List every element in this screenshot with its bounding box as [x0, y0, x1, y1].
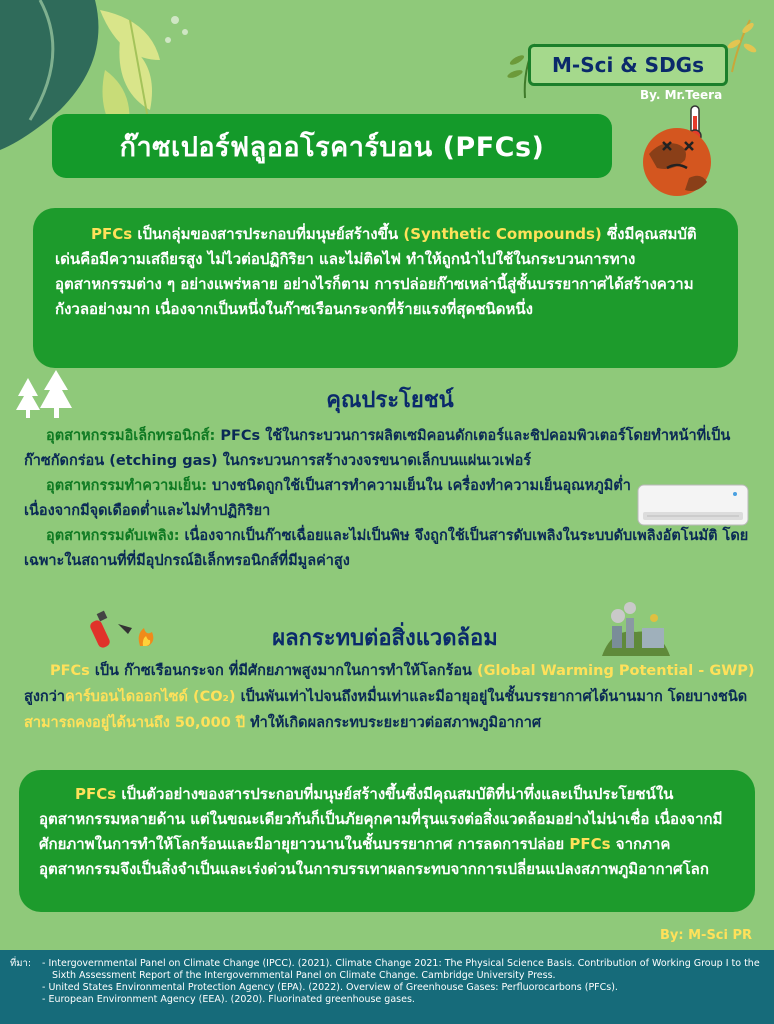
benefit-item-firefighting — [24, 524, 754, 574]
intro-box — [33, 208, 738, 368]
impact-lead: PFCs — [50, 663, 90, 679]
title-banner — [52, 114, 612, 178]
intro-paragraph — [55, 222, 716, 322]
benefit-item-electronics — [24, 424, 754, 474]
sprig-icon — [722, 14, 762, 74]
conclusion-box — [19, 770, 755, 912]
intro-text-2: ซึ่งมีคุณสมบัติเด่นคือมีความเสถียรสูง ไม่ไวต่อปฏิกิริยา และไม่ติดไฟ ทำให้ถูกนำไปใช้ในกระบวนการทางอุตสาหกรรมต่าง ๆ อย่างแพร่หลาย อย่างไรก็ตาม การปล่อยก๊าซเหล่านี้สู่ชั้นบรรยากาศได้สร้างความกังวลอย่างมาก เนื่องจากเป็นหนึ่งในก๊าซเรือนกระจกที่ร้ายแรงที่สุดชนิดหนึ่ง — [55, 225, 697, 318]
conclusion-lead: PFCs — [75, 785, 117, 803]
intro-lead: PFCs — [91, 225, 133, 243]
benefits-heading: คุณประโยชน์ — [326, 388, 454, 413]
benefit-head: อุตสาหกรรมดับเพลิง: — [46, 528, 180, 544]
fire-extinguisher-icon — [88, 606, 158, 650]
conclusion-lead-2: PFCs — [569, 835, 611, 853]
conclusion-text-2: จากภาคอุตสาหกรรมจึงเป็นสิ่งจำเป็นและเร่งด่วนในการบรรเทาผลกระทบจากการเปลี่ยนแปลงสภาพภูมิอากาศโลก — [39, 835, 709, 878]
conclusion-text-1: เป็นตัวอย่างของสารประกอบที่มนุษย์สร้างขึ้นซึ่งมีคุณสมบัติที่น่าทึ่งและเป็นประโยชน์ในอุตสาหกรรมหลายด้าน แต่ในขณะเดียวกันก็เป็นภัยคุกคามที่รุนแรงต่อสิ่งแวดล้อมอย่างไม่น่าเชื่อ เนื่องจากมีศักยภาพในการทำให้โลกร้อนและมีอายุยาวนานในชั้นบรรยากาศ การลดการปล่อย — [39, 785, 723, 853]
reference-item: - European Environment Agency (EEA). (2020). Fluorinated greenhouse gases. — [42, 994, 415, 1005]
benefit-head: อุตสาหกรรมอิเล็กทรอนิกส์: — [46, 428, 216, 444]
impact-co2: คาร์บอนไดออกไซด์ (CO₂) — [65, 689, 236, 705]
trees-icon — [16, 370, 76, 420]
reference-item: - Intergovernmental Panel on Climate Change (IPCC). (2021). Climate Change 2021: The Physical Science Basis. Contribution of Working Group I to the Sixth Assessment Report of the Intergovernmental Panel on Climate Change. Cambridge University Press. — [42, 958, 760, 981]
credit-label: By: M-Sci PR — [660, 928, 753, 943]
melting-globe-icon — [633, 102, 723, 202]
impact-heading: ผลกระทบต่อสิ่งแวดล้อม — [272, 626, 498, 651]
impact-gwp: (Global Warming Potential - GWP) — [477, 663, 755, 679]
air-conditioner-icon — [637, 484, 749, 526]
impact-text-1: เป็น ก๊าซเรือนกระจก ที่มีศักยภาพสูงมากในการทำให้โลกร้อน — [89, 663, 478, 679]
benefit-head: อุตสาหกรรมทำความเย็น: — [46, 478, 207, 494]
benefit-text: บางชนิดถูกใช้เป็นสารทำความเย็นใน เครื่องทำความเย็นอุณหภูมิต่ำ เนื่องจากมีจุดเดือดต่ำและไม่ทำปฏิกิริยา — [24, 478, 631, 519]
conclusion-paragraph — [39, 782, 735, 882]
references-footer — [0, 950, 774, 1024]
impact-lifetime: สามารถคงอยู่ได้นานถึง 50,000 ปี — [24, 715, 246, 731]
impact-paragraph — [24, 658, 756, 736]
intro-text-1: เป็นกลุ่มของสารประกอบที่มนุษย์สร้างขึ้น — [132, 225, 404, 243]
impact-text-4: ทำให้เกิดผลกระทบระยะยาวต่อสภาพภูมิอากาศ — [245, 715, 542, 731]
brand-author: By. Mr.Teera — [640, 88, 723, 102]
page-title: ก๊าซเปอร์ฟลูออโรคาร์บอน (PFCs) — [119, 131, 545, 163]
impact-text — [24, 658, 756, 736]
impact-text-2: สูงกว่า — [24, 689, 65, 705]
impact-text-3: เป็นพันเท่าไปจนถึงหมื่นเท่าและมีอายุอยู่ในชั้นบรรยากาศได้นานมาก โดยบางชนิด — [235, 689, 748, 705]
brand-badge: M-Sci & SDGs — [528, 44, 728, 86]
factory-pollution-icon — [598, 598, 674, 658]
intro-highlight: (Synthetic Compounds) — [403, 225, 602, 243]
benefit-text: PFCs ใช้ในกระบวนการผลิตเซมิคอนดักเตอร์และชิปคอมพิวเตอร์โดยทำหน้าที่เป็น ก๊าซกัดกร่อน (etching gas) ในกระบวนการสร้างวงจรขนาดเล็กบนแผ่นเวเฟอร์ — [24, 428, 731, 469]
benefit-text: เนื่องจากเป็นก๊าซเฉื่อยและไม่เป็นพิษ จึงถูกใช้เป็นสารดับเพลิงในระบบดับเพลิงอัตโนมัติ โดยเฉพาะในสถานที่ที่มีอุปกรณ์อิเล็กทรอนิกส์ที่มีมูลค่าสูง — [24, 528, 749, 569]
references-label: ที่มา: — [10, 958, 32, 969]
reference-item: - United States Environmental Protection Agency (EPA). (2022). Overview of Greenhouse Gases: Perfluorocarbons (PFCs). — [42, 982, 618, 993]
references-list — [42, 958, 764, 1006]
